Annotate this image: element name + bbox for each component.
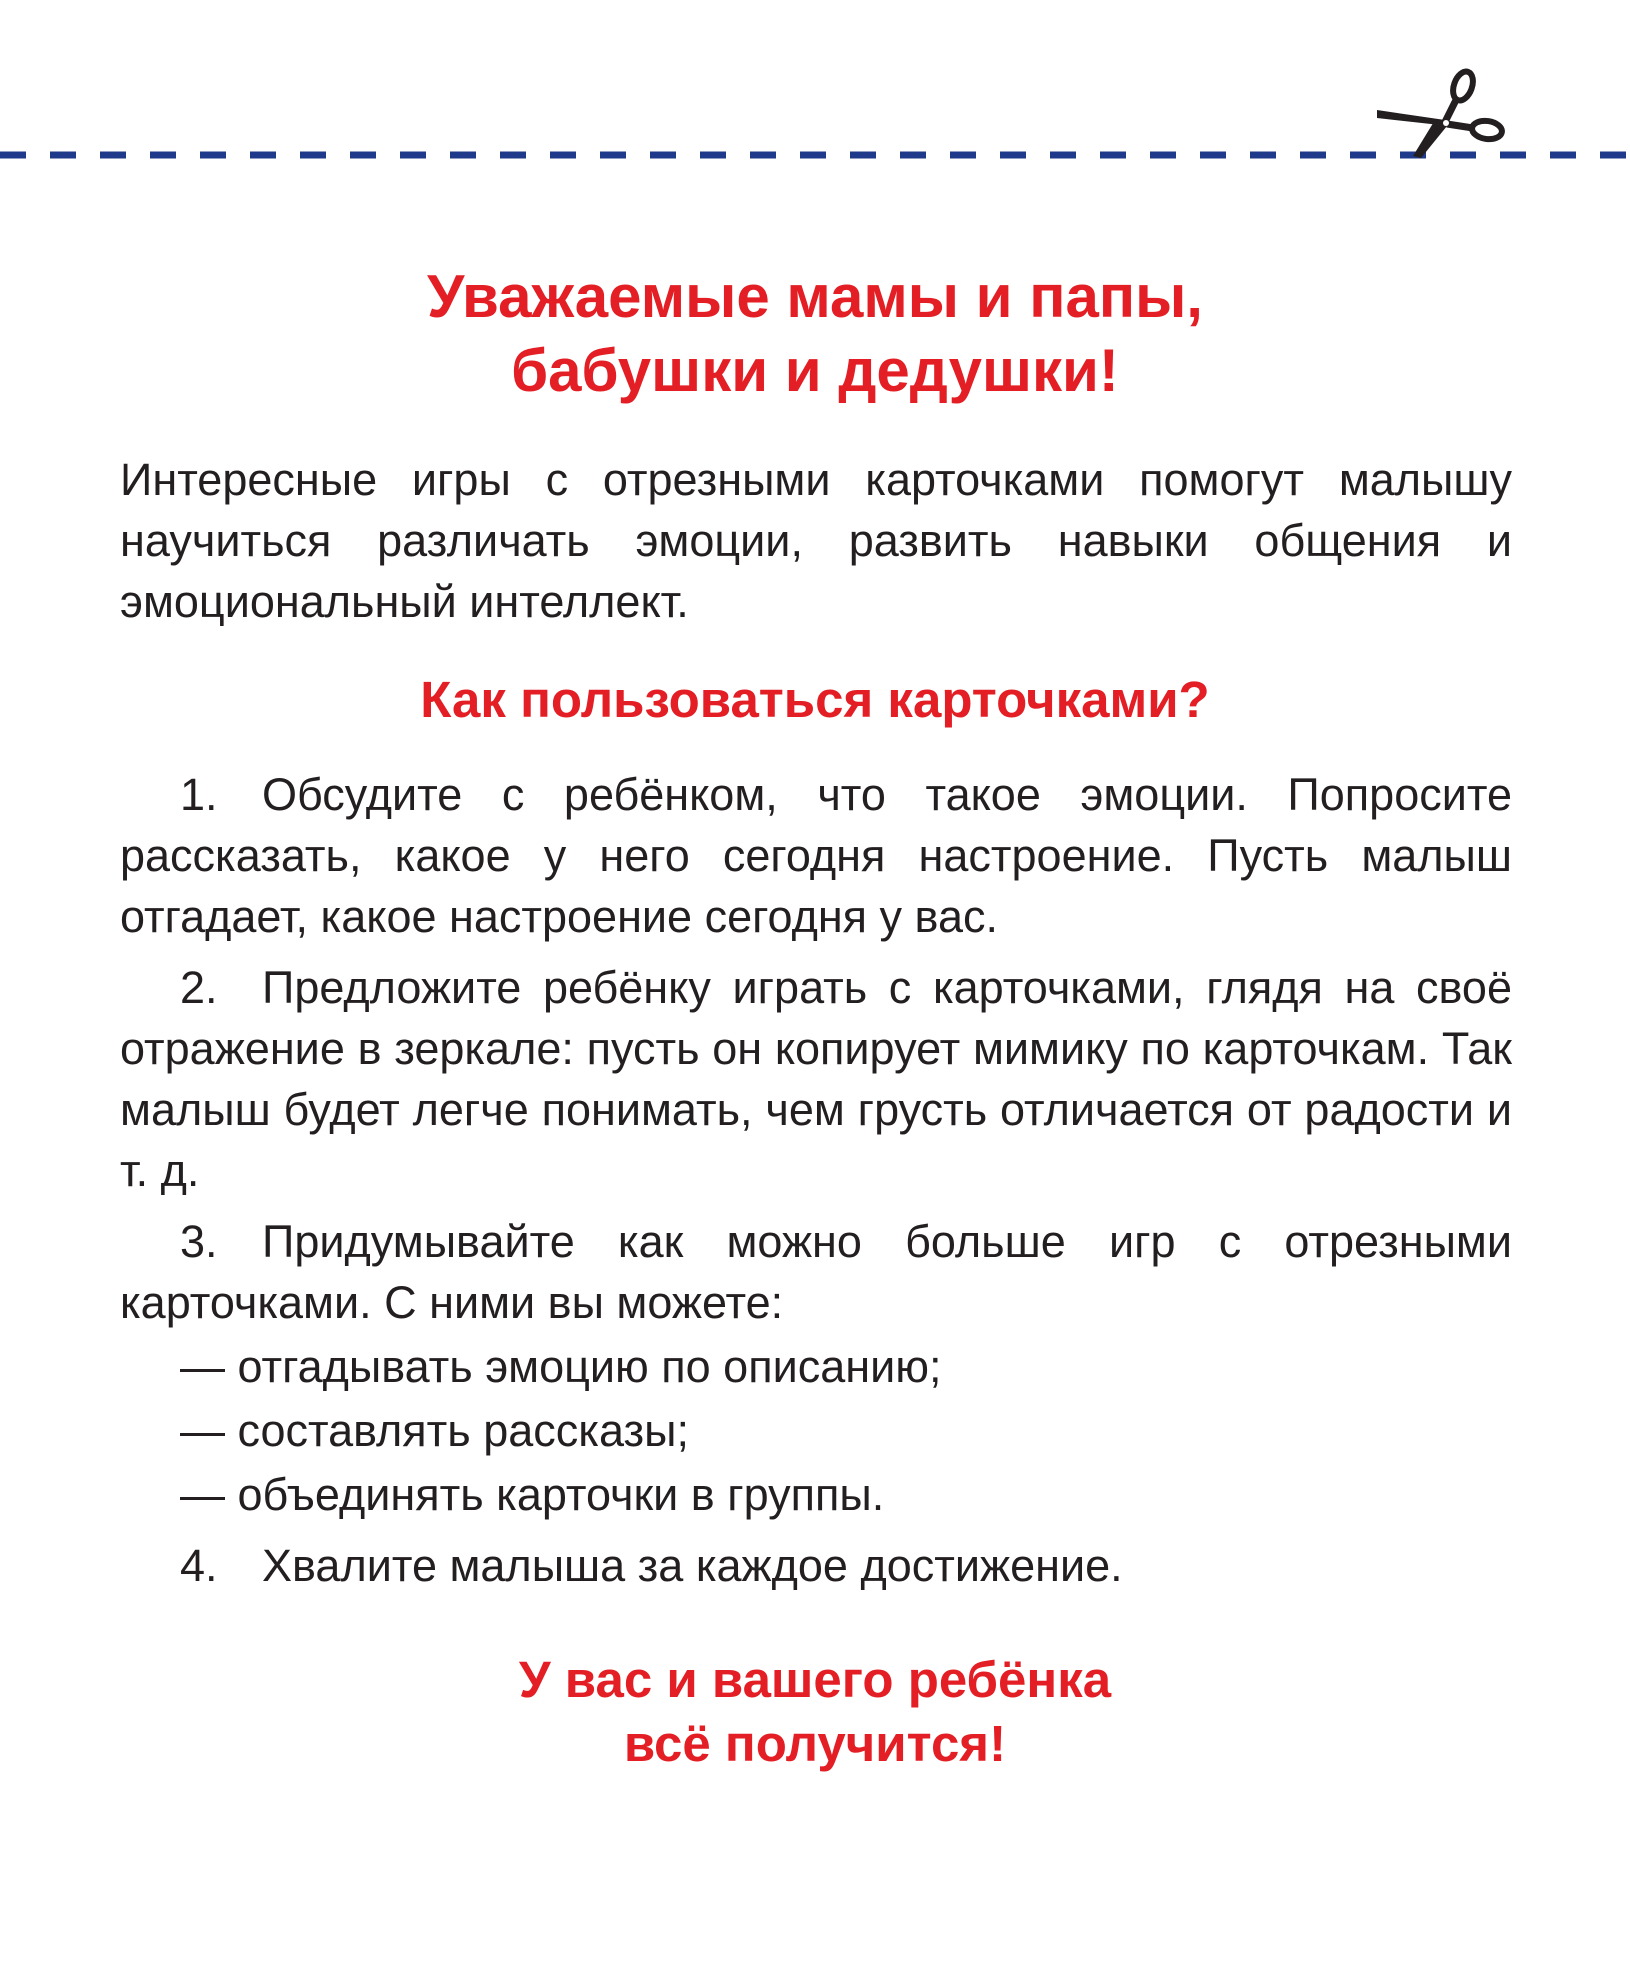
closing-line-1: У вас и вашего ребёнка (518, 1651, 1112, 1708)
instruction-text: Предложите ребёнку играть с карточками, глядя на своё отражение в зеркале: пусть он копирует мимику по карточкам. Так малыш будет легче понимать, чем грусть отличается от радости и т. д. (120, 962, 1512, 1196)
instruction-number: 2. (180, 962, 218, 1013)
instruction-number: 1. (180, 769, 218, 820)
instruction-item-4 (120, 1535, 1512, 1596)
instruction-number: 3. (180, 1216, 218, 1267)
instruction-item-1 (120, 764, 1512, 947)
game-options-list (120, 1336, 1512, 1525)
game-option: — объединять карточки в группы. (180, 1469, 885, 1520)
closing-line-2: всё получится! (623, 1715, 1007, 1772)
page-title (0, 260, 1630, 408)
scissors-icon (1375, 68, 1505, 168)
intro-paragraph: Интересные игры с отрезными карточками помогут малышу научиться различать эмоции, развить навыки общения и эмоциональный интеллект. (120, 454, 1512, 627)
page-title-line-2: бабушки и дедушки! (511, 337, 1119, 404)
instruction-item-3 (120, 1211, 1512, 1333)
game-option: — отгадывать эмоцию по описанию; (180, 1341, 942, 1392)
instruction-item-2 (120, 957, 1512, 1201)
page-title-line-1: Уважаемые мамы и папы, (427, 263, 1203, 330)
section-heading: Как пользоваться карточками? (420, 671, 1210, 728)
closing-message (0, 1648, 1630, 1776)
game-option: — составлять рассказы; (180, 1405, 689, 1456)
instruction-text: Хвалите малыша за каждое достижение. (262, 1540, 1123, 1591)
instruction-number: 4. (180, 1540, 218, 1591)
instruction-text: Придумывайте как можно больше игр с отрезными карточками. С ними вы можете: (120, 1216, 1512, 1328)
instructions-list (120, 764, 1512, 1606)
instruction-text: Обсудите с ребёнком, что такое эмоции. Попросите рассказать, какое у него сегодня настроение. Пусть малыш отгадает, какое настроение сегодня у вас. (120, 769, 1512, 942)
